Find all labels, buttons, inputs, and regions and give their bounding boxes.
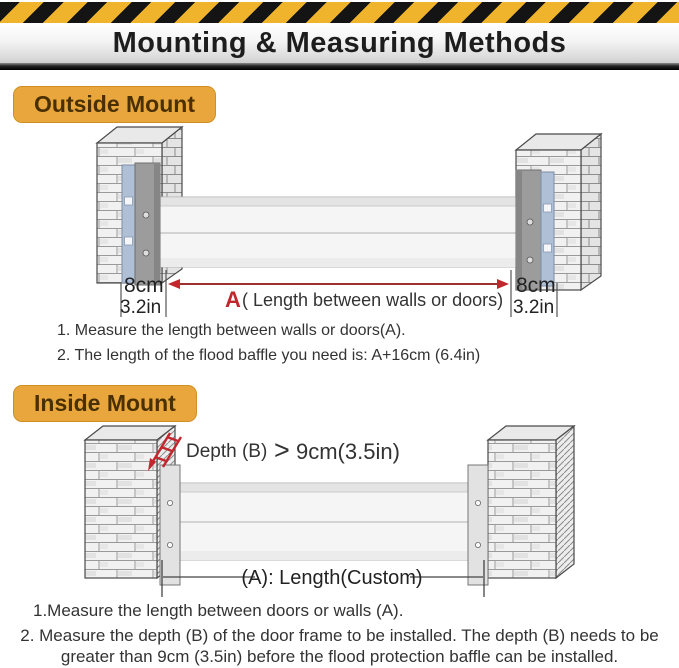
inside-mount-label-text: Inside Mount	[34, 390, 176, 416]
title-bar	[0, 23, 679, 63]
outside-mount-illustration	[0, 120, 679, 320]
outside-mount-label-text: Outside Mount	[34, 91, 195, 117]
outside-step-1: 1. Measure the length between walls or doors(A).	[57, 322, 406, 339]
inside-step-1: 1.Measure the length between doors or walls (A).	[33, 601, 404, 620]
span-caption: ( Length between walls or doors)	[242, 290, 504, 310]
outside-step-2: 2. The length of the flood baffle you need is: A+16cm (6.4in)	[57, 347, 481, 364]
span-arrow	[168, 279, 509, 289]
outside-mount-diagram	[0, 120, 679, 320]
depth-label-prefix: Depth (B)	[186, 441, 268, 462]
left-gap-cm: 8cm	[124, 274, 164, 297]
right-gap-in: 3.2in	[513, 297, 555, 318]
outside-right-bracket	[516, 170, 554, 290]
inside-left-plate	[160, 465, 180, 585]
page-title: Mounting & Measuring Methods	[112, 26, 567, 59]
inside-right-plate	[468, 465, 488, 585]
inside-step-2: 2. Measure the depth (B) of the door frame to be installed. The depth (B) needs to be greater than 9cm (3.5in) before the flood protection baffle can be installed.	[20, 626, 659, 666]
left-gap-in: 3.2in	[120, 297, 162, 318]
depth-label-value: 9cm(3.5in)	[296, 439, 400, 464]
hazard-stripe-band	[0, 2, 679, 24]
header-divider	[0, 63, 679, 70]
outside-mount-label	[13, 86, 216, 123]
span-letter: A	[225, 287, 241, 312]
inside-flood-baffle	[180, 483, 468, 560]
inside-span-caption: (A): Length(Custom)	[241, 567, 423, 589]
outside-left-bracket	[122, 163, 160, 285]
outside-flood-baffle	[160, 197, 516, 267]
right-gap-cm: 8cm	[516, 274, 556, 297]
inside-right-pillar	[488, 426, 574, 578]
inside-mount-illustration	[0, 425, 679, 605]
inside-mount-diagram	[0, 425, 679, 605]
depth-label-gt: >	[274, 435, 290, 465]
inside-mount-label	[13, 385, 197, 422]
